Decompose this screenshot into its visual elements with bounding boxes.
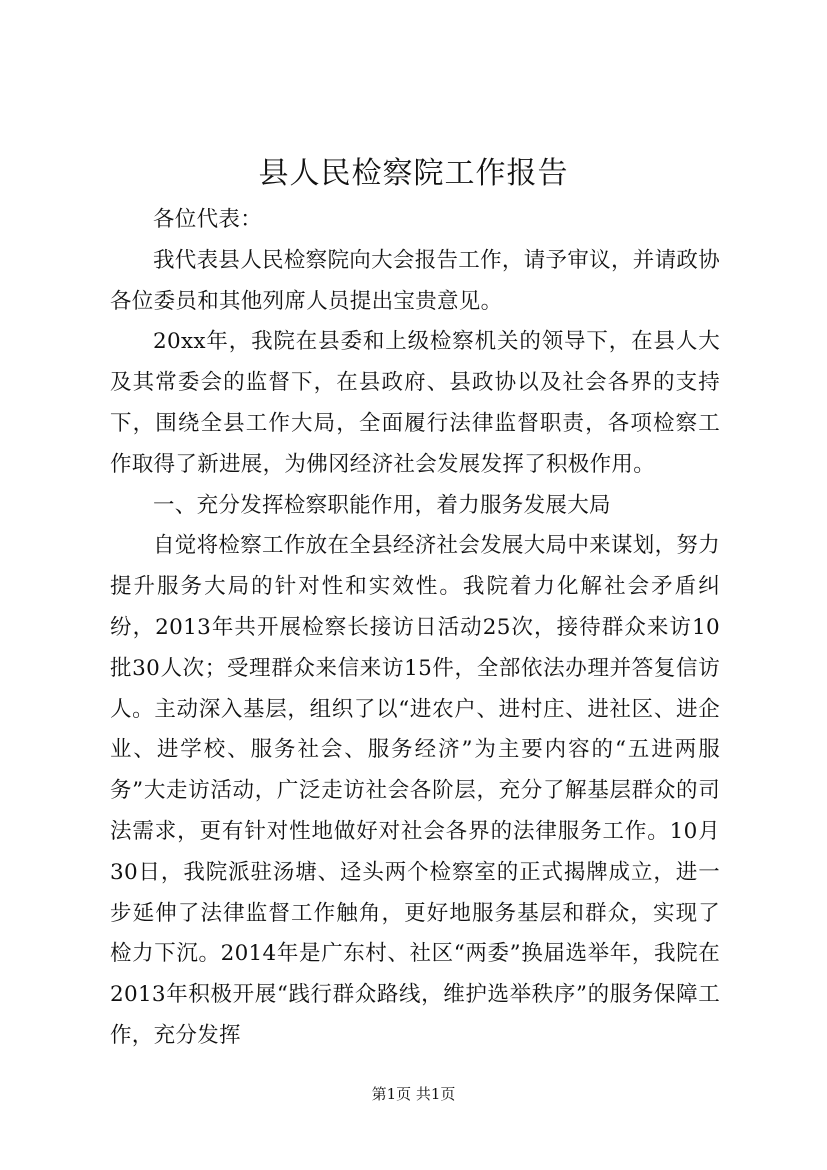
document-body bbox=[110, 200, 720, 1057]
overview-paragraph: 20xx年，我院在县委和上级检察机关的领导下，在县人大及其常委会的监督下，在县政府、县政协以及社会各界的支持下，围绕全县工作大局，全面履行法律监督职责，各项检察工作取得了新进展，为佛冈经济社会发展发挥了积极作用。 bbox=[110, 329, 720, 477]
document-title: 县人民检察院工作报告 bbox=[258, 156, 569, 191]
section-heading: 一、充分发挥检察职能作用，着力服务发展大局 bbox=[153, 492, 611, 518]
intro-paragraph: 我代表县人民检察院向大会报告工作，请予审议，并请政协各位委员和其他列席人员提出宝贵意见。 bbox=[110, 247, 720, 314]
salutation-paragraph: 各位代表： bbox=[153, 207, 263, 232]
section-body-paragraph: 自觉将检察工作放在全县经济社会发展大局中来谋划，努力提升服务大局的针对性和实效性。我院着力化解社会矛盾纠纷，2013年共开展检察长接访日活动25次，接待群众来访10批30人次；受理群众来信来访15件，全部依法办理并答复信访人。主动深入基层，组织了以“进农户、进村庄、进社区、进企业、进学校、服务社会、服务经济”为主要内容的“五进两服务”大走访活动，广泛走访社会各阶层，充分了解基层群众的司法需求，更有针对性地做好对社会各界的法律服务工作。10月30日，我院派驻汤塘、迳头两个检察室的正式揭牌成立，进一步延伸了法律监督工作触角，更好地服务基层和群众，实现了检力下沉。2014年是广东村、社区“两委”换届选举年，我院在2013年积极开展“践行群众路线，维护选举秩序”的服务保障工作，充分发挥 bbox=[110, 533, 720, 1048]
page-footer: 第1页 共1页 bbox=[371, 1085, 456, 1103]
